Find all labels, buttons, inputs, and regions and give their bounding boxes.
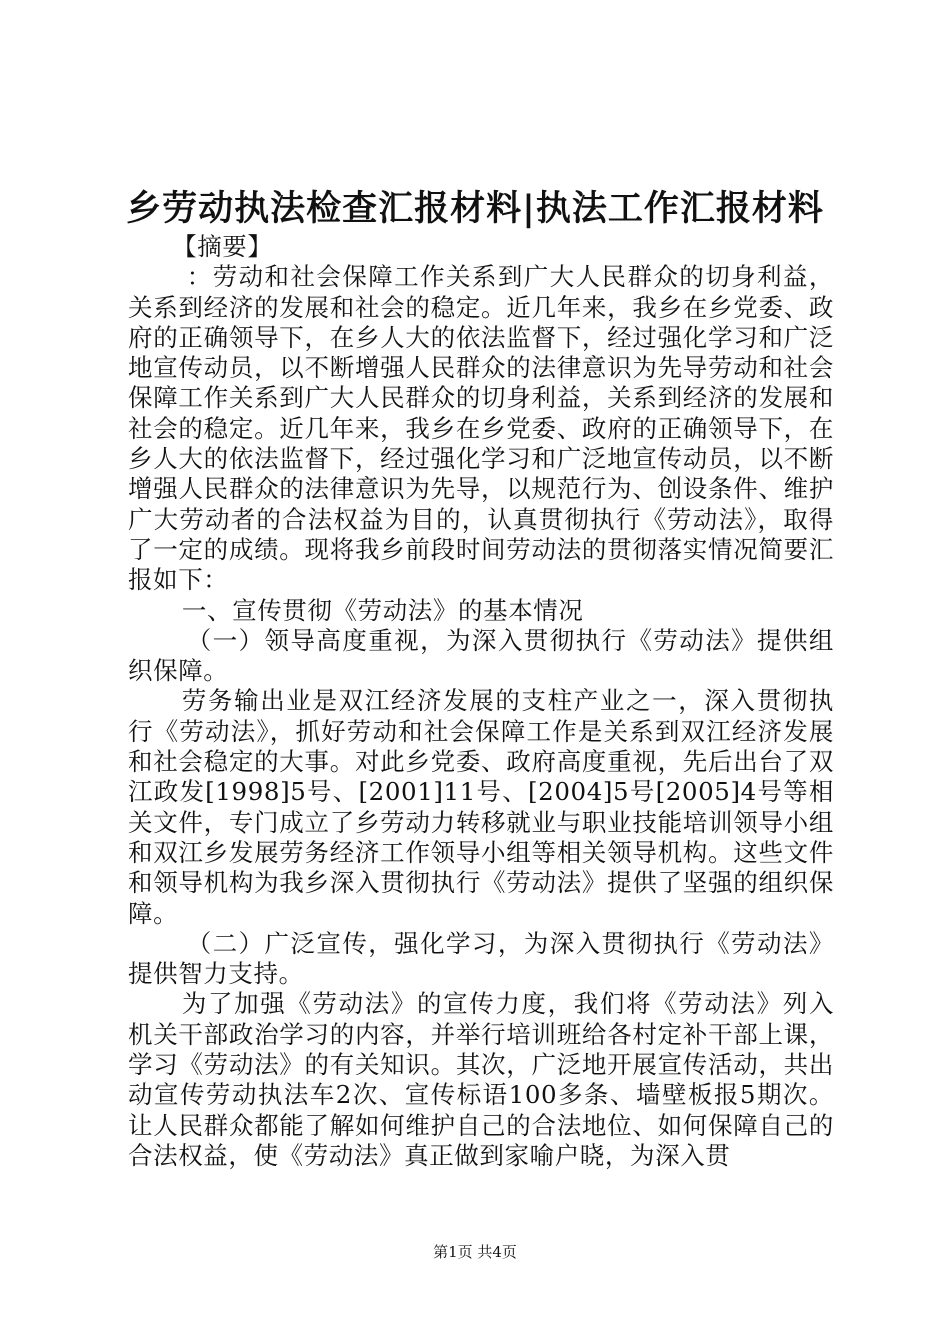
subsection-heading-1: （一）领导高度重视，为深入贯彻执行《劳动法》提供组织保障。 (128, 625, 834, 686)
page-footer: 第1页 共4页 (433, 1243, 517, 1261)
paragraph-intro: ：劳动和社会保障工作关系到广大人民群众的切身利益，关系到经济的发展和社会的稳定。近几年来，我乡在乡党委、政府的正确领导下，在乡人大的依法监督下，经过强化学习和广泛地宣传动员，以不断增强人民群众的法律意识为先导劳动和社会保障工作关系到广大人民群众的切身利益，关系到经济的发展和社会的稳定。近几年来，我乡在乡党委、政府的正确领导下，在乡人大的依法监督下，经过强化学习和广泛地宣传动员，以不断增强人民群众的法律意识为先导，以规范行为、创设条件、维护广大劳动者的合法权益为目的，认真贯彻执行《劳动法》，取得了一定的成绩。现将我乡前段时间劳动法的贯彻落实情况简要汇报如下： (128, 262, 834, 595)
subsection-heading-2: （二）广泛宣传，强化学习，为深入贯彻执行《劳动法》提供智力支持。 (128, 928, 834, 989)
abstract-label: 【摘要】 (172, 232, 273, 261)
document-title: 乡劳动执法检查汇报材料|执法工作汇报材料 (126, 188, 824, 229)
paragraph-leadership: 劳务输出业是双江经济发展的支柱产业之一，深入贯彻执行《劳动法》，抓好劳动和社会保障工作是关系到双江经济发展和社会稳定的大事。对此乡党委、政府高度重视，先后出台了双江政发[1998]5号、[2001]11号、[2004]5号[2005]4号等相关文件，专门成立了乡劳动力转移就业与职业技能培训领导小组和双江乡发展劳务经济工作领导小组等相关领导机构。这些文件和领导机构为我乡深入贯彻执行《劳动法》提供了坚强的组织保障。 (128, 686, 834, 928)
document-body (128, 232, 834, 1171)
paragraph-publicity: 为了加强《劳动法》的宣传力度，我们将《劳动法》列入机关干部政治学习的内容，并举行培训班给各村定补干部上课，学习《劳动法》的有关知识。其次，广泛地开展宣传活动，共出动宣传劳动执法车2次、宣传标语100多条、墙壁板报5期次。让人民群众都能了解如何维护自己的合法地位、如何保障自己的合法权益，使《劳动法》真正做到家喻户晓，为深入贯 (128, 989, 834, 1170)
section-heading-1: 一、宣传贯彻《劳动法》的基本情况 (181, 595, 584, 625)
